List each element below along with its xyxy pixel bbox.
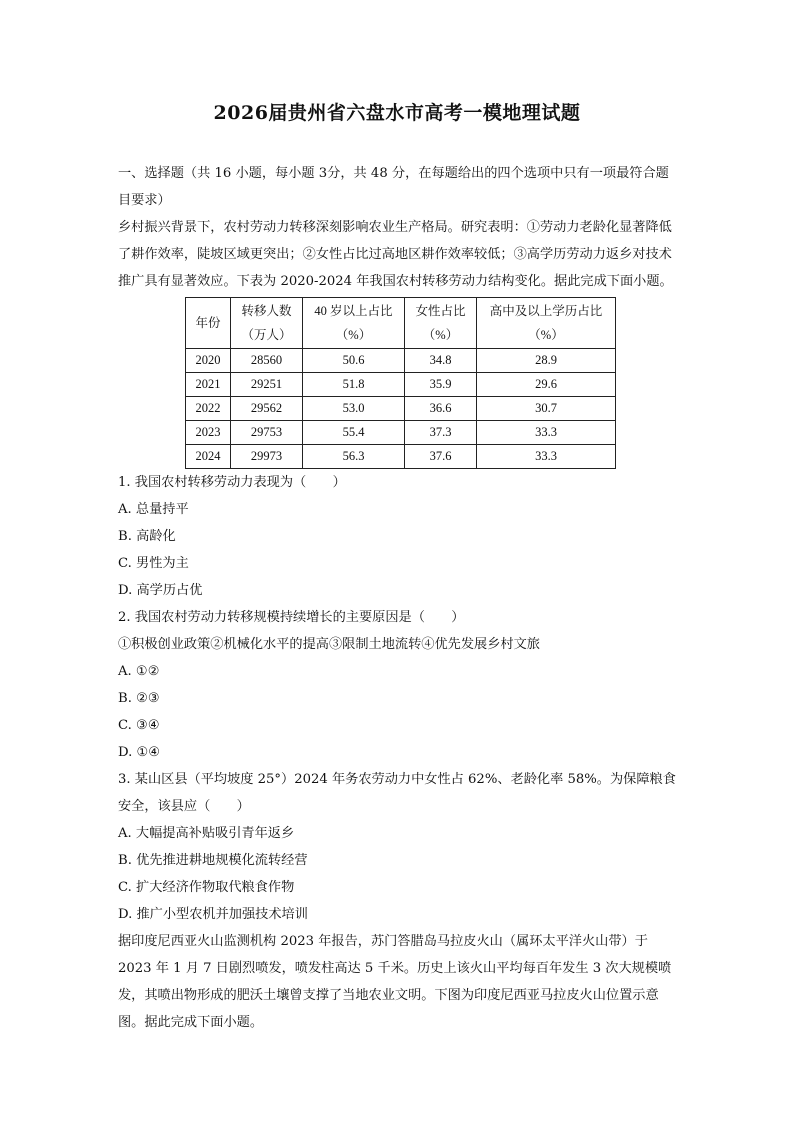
table-cell: 29.6 — [477, 373, 616, 397]
option-c: C. ③④ — [118, 718, 160, 733]
table-row — [186, 349, 616, 373]
question-2-stem: 2. 我国农村劳动力转移规模持续增长的主要原因是（ ） — [118, 610, 465, 625]
option-a: A. 大幅提高补贴吸引青年返乡 — [118, 826, 295, 841]
labor-structure-table — [185, 297, 616, 469]
table-cell: 2022 — [186, 397, 231, 421]
table-cell: 36.6 — [405, 397, 477, 421]
option-a: A. 总量持平 — [118, 502, 189, 517]
table-cell: 37.3 — [405, 421, 477, 445]
table-wrapper — [118, 297, 678, 469]
section-heading: 一、选择题（共 16 小题，每小题 3分，共 48 分，在每题给出的四个选项中只有一项最符合题目要求） — [118, 166, 669, 208]
table-cell: 29251 — [231, 373, 303, 397]
table-cell: 55.4 — [303, 421, 405, 445]
table-cell: 51.8 — [303, 373, 405, 397]
option-b: B. 高龄化 — [118, 529, 176, 544]
table-cell: 28.9 — [477, 349, 616, 373]
table-cell: 29973 — [231, 445, 303, 469]
table-row — [186, 373, 616, 397]
table-cell: 56.3 — [303, 445, 405, 469]
table-header-cell: 40 岁以上占比（%） — [303, 298, 405, 349]
table-header-cell: 高中及以上学历占比（%） — [477, 298, 616, 349]
question-2-statements: ①积极创业政策②机械化水平的提高③限制土地流转④优先发展乡村文旅 — [118, 637, 540, 652]
option-d: D. 推广小型农机并加强技术培训 — [118, 907, 308, 922]
table-row — [186, 445, 616, 469]
table-cell: 29562 — [231, 397, 303, 421]
option-d: D. ①④ — [118, 745, 161, 760]
question-2-options — [118, 658, 678, 766]
question-3-stem: 3. 某山区县（平均坡度 25°）2024 年务农劳动力中女性占 62%、老龄化率 58%。为保障粮食安全，该县应（ ） — [118, 772, 676, 814]
option-a: A. ①② — [118, 664, 160, 679]
question-3-options — [118, 820, 678, 928]
table-cell: 33.3 — [477, 421, 616, 445]
table-cell: 34.8 — [405, 349, 477, 373]
table-cell: 28560 — [231, 349, 303, 373]
passage-1: 乡村振兴背景下，农村劳动力转移深刻影响农业生产格局。研究表明：①劳动力老龄化显著降低了耕作效率，陡坡区域更突出；②女性占比过高地区耕作效率较低；③高学历劳动力返乡对技术推广具有显著效应。下表为 2020-2024 年我国农村转移劳动力结构变化。据此完成下面小题。 — [118, 220, 673, 289]
table-cell: 33.3 — [477, 445, 616, 469]
table-cell: 2024 — [186, 445, 231, 469]
table-row — [186, 421, 616, 445]
table-header-cell: 转移人数（万人） — [231, 298, 303, 349]
option-c: C. 男性为主 — [118, 556, 189, 571]
question-1-stem: 1. 我国农村转移劳动力表现为（ ） — [118, 475, 346, 490]
table-row — [186, 397, 616, 421]
option-b: B. 优先推进耕地规模化流转经营 — [118, 853, 308, 868]
table-cell: 37.6 — [405, 445, 477, 469]
table-cell: 35.9 — [405, 373, 477, 397]
table-cell: 29753 — [231, 421, 303, 445]
table-header-cell: 女性占比（%） — [405, 298, 477, 349]
table-cell: 2021 — [186, 373, 231, 397]
table-header-cell: 年份 — [186, 298, 231, 349]
option-c: C. 扩大经济作物取代粮食作物 — [118, 880, 295, 895]
passage-2: 据印度尼西亚火山监测机构 2023 年报告，苏门答腊岛马拉皮火山（属环太平洋火山带）于 2023 年 1 月 7 日剧烈喷发，喷发柱高达 5 千米。历史上该火山平均每百年发生 3 次大规模喷发，其喷出物形成的肥沃土壤曾支撑了当地农业文明。下图为印度尼西亚马拉皮火山位置示意图。据此完成下面小题。 — [118, 934, 672, 1030]
page-title: 2026届贵州省六盘水市高考一模地理试题 — [213, 102, 581, 124]
table-cell: 2023 — [186, 421, 231, 445]
table-cell: 30.7 — [477, 397, 616, 421]
table-cell: 2020 — [186, 349, 231, 373]
option-d: D. 高学历占优 — [118, 583, 203, 598]
option-b: B. ②③ — [118, 691, 160, 706]
table-cell: 50.6 — [303, 349, 405, 373]
page-content — [118, 160, 678, 1036]
table-cell: 53.0 — [303, 397, 405, 421]
question-1-options — [118, 496, 678, 604]
table-header-row — [186, 298, 616, 349]
